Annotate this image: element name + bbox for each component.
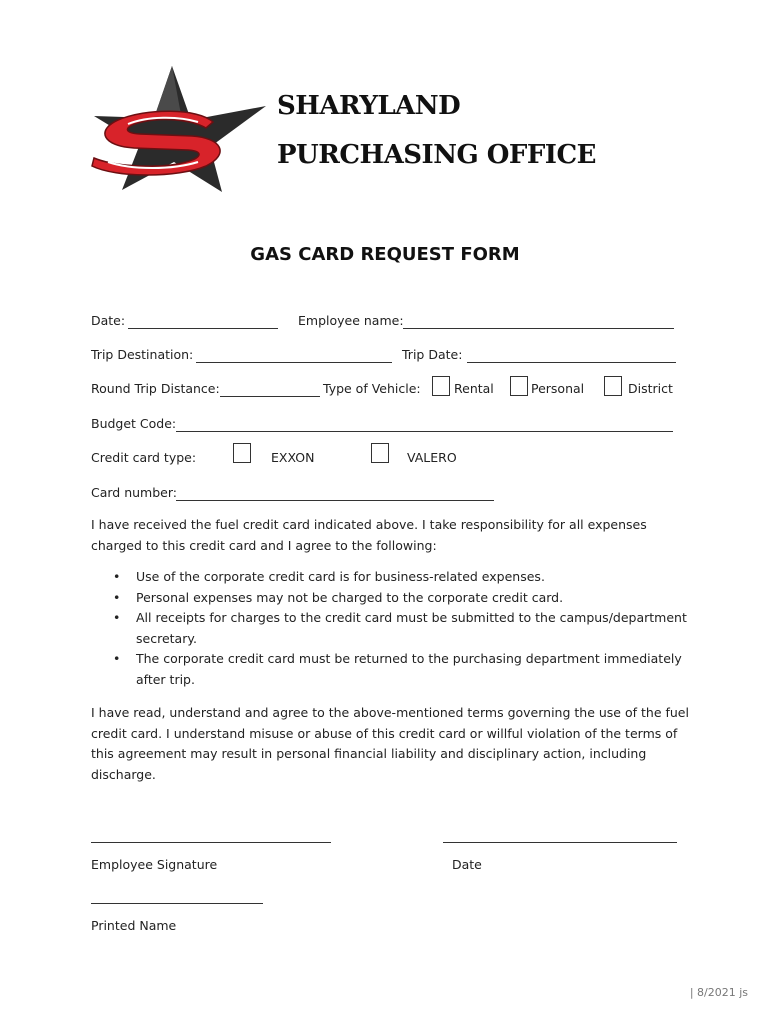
- exxon-label: EXXON: [271, 450, 315, 465]
- list-item: • All receipts for charges to the credit card must be submitted to the campus/department secretary.: [113, 610, 687, 646]
- valero-checkbox[interactable]: [371, 443, 389, 463]
- type-of-vehicle-label: Type of Vehicle:: [323, 381, 421, 396]
- list-item: • Personal expenses may not be charged to the corporate credit card.: [111, 588, 691, 609]
- rental-label: Rental: [454, 381, 494, 396]
- round-trip-distance-label: Round Trip Distance:: [91, 381, 220, 396]
- credit-card-type-label: Credit card type:: [91, 450, 197, 465]
- district-label: District: [628, 381, 673, 396]
- date-label: Date:: [91, 313, 126, 328]
- personal-label: Personal: [531, 381, 585, 396]
- agreement-paragraph: I have read, understand and agree to the above-mentioned terms governing the use of the fuel credit card. I understand misuse or abuse of this credit card or willful violation of the terms of this agreement may result in personal financial liability and disciplinary action, including discharge.: [91, 705, 689, 782]
- employee-name-label: Employee name:: [298, 313, 404, 328]
- list-item: • Use of the corporate credit card is for business-related expenses.: [111, 567, 691, 588]
- bullet-icon: •: [113, 589, 121, 605]
- employee-signature-field[interactable]: [91, 842, 331, 843]
- personal-checkbox[interactable]: [510, 376, 528, 396]
- employee-name-field[interactable]: [403, 328, 674, 329]
- form-title: GAS CARD REQUEST FORM: [250, 244, 520, 265]
- header-line-2: PURCHASING OFFICE: [277, 140, 596, 170]
- signature-date-field[interactable]: [443, 842, 677, 843]
- header-line-1: SHARYLAND: [277, 91, 461, 121]
- trip-date-label: Trip Date:: [402, 347, 463, 362]
- list-item: • The corporate credit card must be returned to the purchasing department immediately after trip.: [113, 651, 682, 687]
- exxon-checkbox[interactable]: [233, 443, 251, 463]
- rental-checkbox[interactable]: [432, 376, 450, 396]
- district-checkbox[interactable]: [604, 376, 622, 396]
- budget-code-label: Budget Code:: [91, 416, 177, 431]
- bullet-icon: •: [113, 569, 121, 584]
- valero-label: VALERO: [407, 450, 457, 465]
- trip-destination-label: Trip Destination:: [91, 347, 194, 362]
- budget-code-field[interactable]: [176, 431, 673, 432]
- card-number-label: Card number:: [91, 485, 177, 500]
- trip-destination-field[interactable]: [196, 362, 392, 363]
- date-field[interactable]: [128, 328, 278, 329]
- round-trip-distance-field[interactable]: [220, 396, 320, 397]
- printed-name-field[interactable]: [91, 903, 263, 904]
- sharyland-logo: [88, 62, 268, 194]
- footer-revision: | 8/2021 js: [689, 986, 748, 999]
- terms-list: [111, 567, 691, 691]
- employee-signature-label: Employee Signature: [91, 857, 218, 872]
- card-number-field[interactable]: [176, 500, 494, 501]
- bullet-icon: •: [113, 610, 121, 626]
- intro-paragraph: I have received the fuel credit card indicated above. I take responsibility for all expenses charged to this credit card and I agree to the following:: [91, 517, 647, 553]
- bullet-icon: •: [113, 651, 121, 667]
- printed-name-label: Printed Name: [91, 918, 177, 933]
- trip-date-field[interactable]: [467, 362, 676, 363]
- signature-date-label: Date: [452, 857, 482, 872]
